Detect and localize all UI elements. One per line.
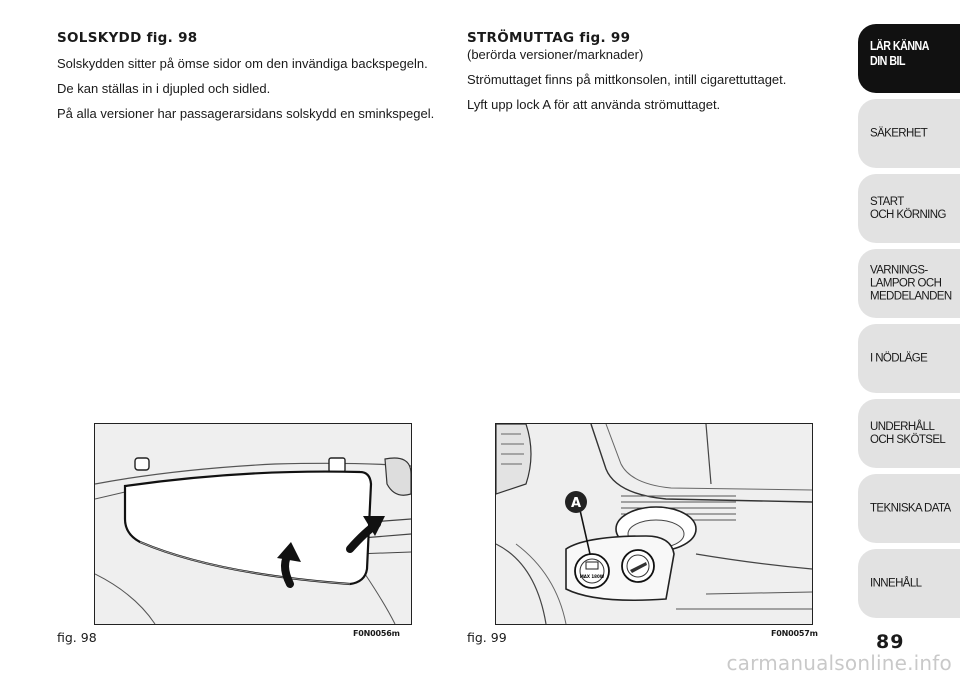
- tab-label: START OCH KÖRNING: [870, 195, 946, 221]
- tab-label: I NÖDLÄGE: [870, 352, 928, 364]
- tab-tekniska-data[interactable]: [858, 474, 960, 543]
- tab-label: LÄR KÄNNA DIN BIL: [870, 38, 929, 68]
- tab-i-nodlage[interactable]: [858, 324, 960, 393]
- figure-99-power-outlet: [495, 423, 813, 625]
- tab-lar-kanna-din-bil[interactable]: [858, 24, 960, 93]
- tab-label: INNEHÅLL: [870, 577, 922, 589]
- power-outlet-illustration: [496, 424, 812, 624]
- tab-label: VARNINGS- LAMPOR OCH MEDDELANDEN: [870, 264, 952, 302]
- tab-label: SÄKERHET: [870, 127, 928, 139]
- figure-caption: fig. 99: [467, 630, 507, 645]
- watermark: carmanualsonline.info: [726, 651, 952, 675]
- callout-a: A: [570, 496, 582, 511]
- section-subheading: (berörda versioner/marknader): [467, 47, 644, 62]
- section-heading-stromuttag: STRÖMUTTAG fig. 99: [467, 30, 631, 46]
- socket-label: MAX 180W: [579, 574, 605, 579]
- tab-label: TEKNISKA DATA: [870, 502, 951, 514]
- paragraph: De kan ställas in i djupled och sidled.: [57, 81, 271, 96]
- paragraph: Solskydden sitter på ömse sidor om den invändiga backspegeln.: [57, 56, 428, 71]
- figure-caption: fig. 98: [57, 630, 97, 645]
- tab-label: UNDERHÅLL OCH SKÖTSEL: [870, 420, 946, 446]
- left-column: [57, 30, 447, 130]
- figure-98-sun-visor: [94, 423, 412, 625]
- paragraph: Lyft upp lock A för att använda strömuttaget.: [467, 97, 721, 112]
- paragraph: Strömuttaget finns på mittkonsolen, intill cigarettuttaget.: [467, 72, 787, 87]
- figure-code: F0N0057m: [771, 629, 818, 638]
- tab-underhall-och-skotsel[interactable]: [858, 399, 960, 468]
- tab-innehall[interactable]: [858, 549, 960, 618]
- tab-varningslampor[interactable]: [858, 249, 960, 318]
- section-heading-solskydd: SOLSKYDD fig. 98: [57, 30, 198, 46]
- chapter-tabs: [858, 24, 960, 624]
- sun-visor-illustration: [95, 424, 411, 624]
- paragraph: På alla versioner har passagerarsidans solskydd en sminkspegel.: [57, 106, 435, 121]
- page-number: 89: [876, 631, 905, 653]
- right-column: [467, 30, 832, 121]
- figure-code: F0N0056m: [353, 629, 400, 638]
- tab-sakerhet[interactable]: [858, 99, 960, 168]
- tab-start-och-korning[interactable]: [858, 174, 960, 243]
